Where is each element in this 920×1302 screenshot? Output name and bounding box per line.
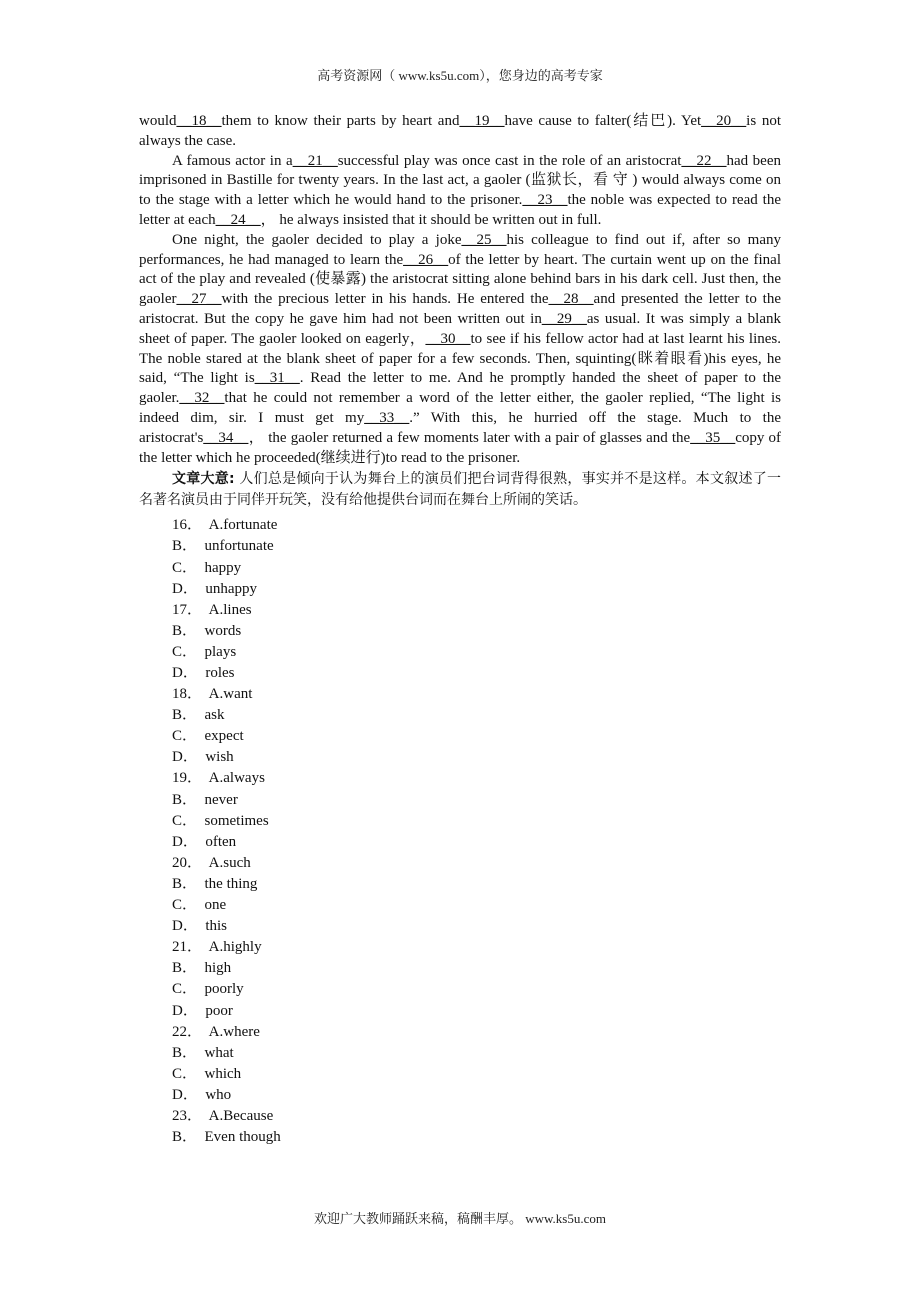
option-21a: 21． A.highly [172,939,262,956]
text: is not always the case. [139,113,781,149]
option-22a: 22． A.where [172,1023,260,1040]
option-18b: B． ask [172,707,225,724]
text: the noble was expected to read the letter at each [139,192,781,228]
summary-label: 文章大意: [172,471,235,488]
option-20c: C． one [172,897,227,914]
option-22c: C． which [172,1065,242,1082]
option-21c: C． poorly [172,981,244,998]
blank-29: __29__ [541,310,587,327]
blank-26: __26__ [403,251,449,268]
paragraph-2 [139,152,781,231]
option-23a: 23． A.Because [172,1107,274,1124]
option-17a: 17． A.lines [172,601,252,618]
option-17c: C． plays [172,643,237,660]
blank-35: __35__ [690,429,736,446]
option-20b: B． the thing [172,875,258,892]
blank-21: __21__ [292,152,338,169]
option-17b: B． words [172,622,242,639]
blank-25: __25__ [461,231,507,248]
option-18a: 18． A.want [172,686,253,703]
blank-33: __33__ [364,409,410,426]
option-19c: C． sometimes [172,812,269,829]
option-18d: D． wish [172,749,234,766]
blank-20: __20__ [701,113,747,129]
option-19d: D． often [172,833,237,850]
text: that he could not remember a word of the letter either, the gaoler replied, “The light is indeed dim, sir. I must get my [139,390,781,426]
text: of the letter by heart. The curtain went up on the final act of the play and revealed (使暴露) the aristocrat sitting alone behind bars in his dark cell. Just then, the gaoler [139,251,781,308]
option-16a: 16． A.fortunate [172,517,278,534]
text: One night, the gaoler decided to play a joke [172,231,462,248]
option-23b: B． Even though [172,1129,281,1146]
paragraph-3 [139,231,781,469]
paragraph-1 [139,112,781,152]
text: A famous actor in a [172,152,293,169]
text: to see if his fellow actor had at last learnt his lines. The noble stared at the blank sheet of paper for a few seconds. Then, squinting(眯着眼看)his eyes, he said, “The light is [139,330,781,387]
option-17d: D． roles [172,665,235,681]
text: have cause to falter(结巴). Yet [504,113,702,129]
option-16c: C． happy [172,559,242,576]
page-footer: 欢迎广大教师踊跃来稿，稿酬丰厚。 www.ks5u.com [313,1211,606,1226]
text: his colleague to find out if, after so many performances, he had managed to learn the [139,231,781,268]
text: successful play was once cast in the role of an aristocrat [337,152,682,169]
blank-32: __32__ [179,390,225,407]
text: . Read the letter to me. And he promptly handed the sheet of paper to the gaoler. [139,370,781,407]
blank-18: __18__ [176,113,222,129]
option-22b: B． what [172,1044,234,1061]
text: ， the gaoler returned a few moments later with a pair of glasses and the [248,429,691,446]
text: would [139,113,177,129]
blank-24: __24__ [215,211,261,228]
option-18c: C． expect [172,728,244,745]
text: had been imprisoned in Bastille for twenty years. In the last act, a gaoler (监狱长，看 守 ) would always come on to the stage with a letter which he would hand to the prisoner. [139,152,781,209]
page-header: 高考资源网（ www.ks5u.com），您身边的高考专家 [317,68,603,83]
blank-27: __27__ [176,291,222,308]
blank-23: __23__ [522,192,568,209]
answer-options [139,515,781,1148]
text: copy of the letter which he proceeded(继续进行)to read to the prisoner. [139,429,781,466]
option-21b: B． high [172,960,232,977]
blank-19: __19__ [459,113,505,129]
blank-34: __34__ [203,429,249,446]
option-20a: 20． A.such [172,854,251,871]
text: ， he always insisted that it should be written out in full. [260,211,602,228]
blank-22: __22__ [681,152,727,169]
document-body [139,112,781,1148]
blank-31: __31__ [254,370,300,387]
option-20d: D． this [172,918,228,935]
option-19a: 19． A.always [172,770,265,787]
text: with the precious letter in his hands. He entered the [221,291,549,308]
summary-text: 人们总是倾向于认为舞台上的演员们把台词背得很熟，事实并不是这样。本文叙述了一名著名演员由于同伴开玩笑，没有给他提供台词而在舞台上所闹的笑话。 [139,471,781,509]
option-16d: D． unhappy [172,580,257,597]
text: and presented the letter to the aristocrat. But the copy he gave him had not been written out in [139,291,781,327]
blank-30: __30__ [425,330,471,347]
summary-paragraph [139,469,781,511]
option-21d: D． poor [172,1002,233,1019]
option-19b: B． never [172,791,238,808]
blank-28: __28__ [548,291,594,308]
option-22d: D． who [172,1086,232,1103]
text: as usual. It was simply a blank sheet of paper. The gaoler looked on eagerly， [139,310,781,347]
text: .” With this, he hurried off the stage. Much to the aristocrat's [139,409,782,446]
option-16b: B． unfortunate [172,538,274,555]
text: them to know their parts by heart and [221,113,460,129]
